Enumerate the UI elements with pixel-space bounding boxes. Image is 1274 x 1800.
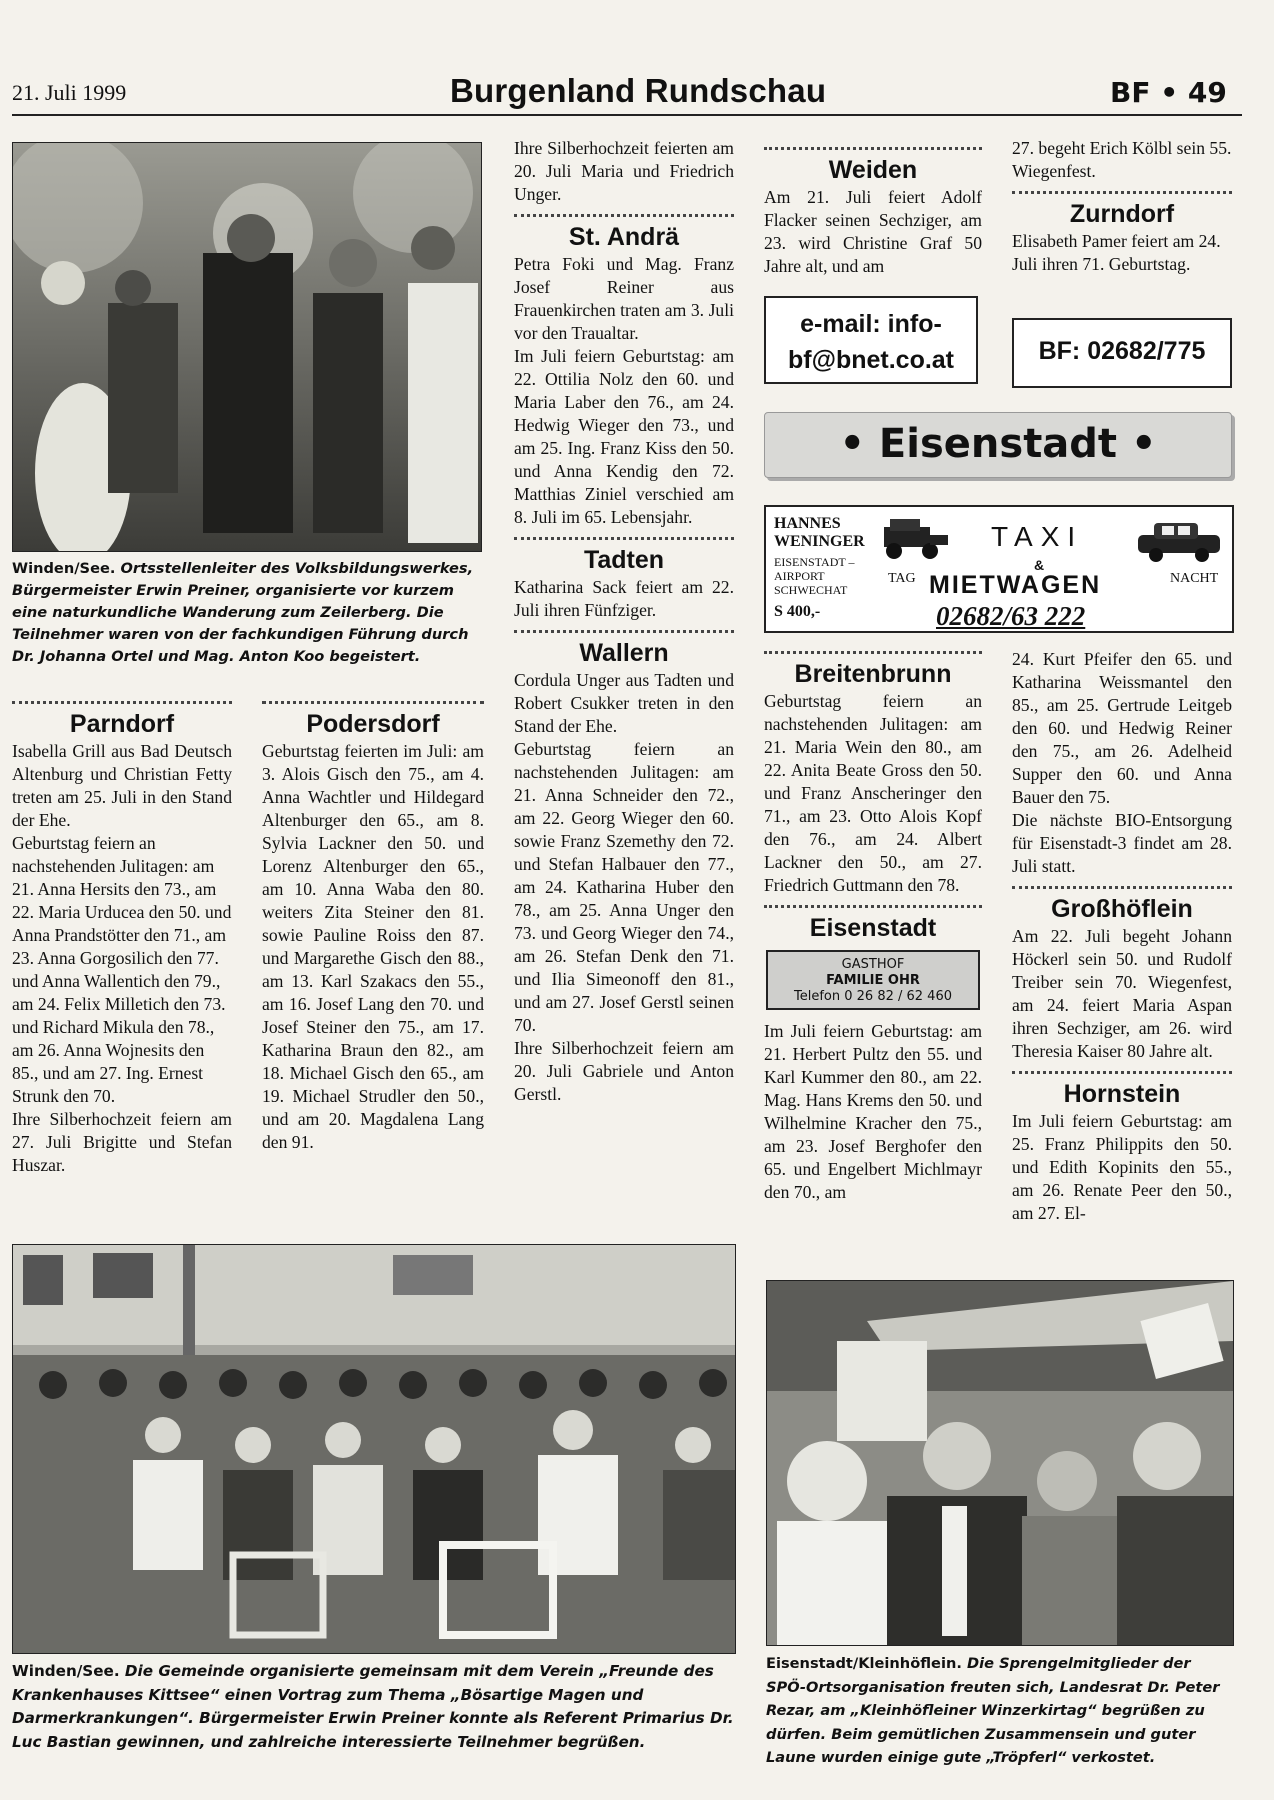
separator [514, 214, 734, 217]
photo-forest-hike [12, 142, 482, 552]
lecture-audience-image [13, 1245, 735, 1653]
grosshoeflein-p1: Am 22. Juli begeht Johann Höckerl sein 50. und Rudolf Treiber sein 70. Wiegenfest, am 24. feiert Maria Aspan ihren Sechziger, am 26. wird Theresia Kaiser 80 Jahre alt. [1012, 926, 1232, 1061]
eisenstadt-p1: Im Juli feiern Geburtstag: am 21. Herbert Pultz den 55. und Karl Kummer den 80., am 22. Mag. Hans Krems den 50. und Wilhelmine Kracher den 75., am 23. Josef Berghofer den 65. und Engelbert Michlmayr den 70., am [764, 1021, 982, 1202]
wallern-p3: Ihre Silberhochzeit feiern am 20. Juli Gabriele und Anton Gerstl. [514, 1038, 734, 1104]
koelbl-wiegenfest: 27. begeht Erich Kölbl sein 55. Wiegenfest. [1012, 138, 1232, 181]
gasthof-ad [766, 950, 980, 1010]
photo3-caption-lead: Eisenstadt/Kleinhöflein. [766, 1655, 962, 1672]
article-podersdorf [262, 693, 484, 1154]
phone-box-text: BF: 02682/775 [1038, 337, 1206, 365]
separator [1012, 886, 1232, 889]
parndorf-p3: Ihre Silberhochzeit feiern am 27. Juli Brigitte und Stefan Huszar. [12, 1109, 232, 1175]
winzerkirtag-image [767, 1281, 1233, 1645]
wallern-p1: Cordula Unger aus Tadten und Robert Csukker treten in den Stand der Ehe. [514, 670, 734, 736]
photo-winzerkirtag [766, 1280, 1234, 1646]
photo1-caption [12, 558, 480, 668]
taxi-ad-taxi: TAXI [991, 521, 1084, 552]
taxi-ad-amp: & [1034, 557, 1045, 573]
separator [764, 147, 982, 150]
phone-box [1012, 318, 1232, 388]
article-weiden [764, 137, 982, 278]
column-3 [514, 137, 734, 1106]
gasthof-ad-line3: Telefon 0 26 82 / 62 460 [794, 989, 952, 1004]
wallern-p2: Geburtstag feiern an nachstehenden Julitagen: am 21. Anna Schneider den 72., am 22. Georg Wieger den 60. sowie Franz Szemethy den 72. und Stefan Halbauer den 77., am 24. Katharina Huber den 78., am 25. Anna Unger den 73. und Georg Wieger den 74., am 26. Stefan Denk den 71. und Ilia Simeonoff den 81., und am 27. Josef Gerstl seinen 70. [514, 739, 734, 1035]
heading-eisenstadt: Eisenstadt [809, 914, 937, 942]
article-parndorf [12, 693, 232, 1177]
podersdorf-p1: Geburtstag feierten im Juli: am 3. Alois Gisch den 75., am 4. Anna Wachtler und Hildegard Altenburger den 65., am 8. Sylvia Lackner den 50. und Lorenz Altenburger den 65., am 10. Anna Waba den 80. weiters Zita Steiner den 81. sowie Pauline Roiss den 87. und Margarethe Gisch den 88., am 13. Karl Szakacs den 55., am 16. Josef Lang den 70. und Josef Steiner den 75., am 17. Katharina Braun den 82., am 18. Michael Gisch den 65., am 19. Michael Strudler den 50., und am 20. Magdalena Lang den 91. [262, 741, 484, 1152]
taxi-ad-name [774, 515, 865, 551]
taxi-car-icon [1134, 515, 1224, 565]
photo3-caption-text: Die Sprengelmitglieder der SPÖ-Ortsorganisation freuten sich, Landesrat Dr. Peter Rezar, am „Kleinhöfleiner Winzerkirtag“ begrüßen zu dürfen. Beim gemütlichen Zusammensein und guter Laune wurden einige gute „Tröpferl“ verkostet. [766, 1655, 1220, 1766]
st-andrae-p1: Petra Foki und Mag. Franz Josef Reiner aus Frauenkirchen traten am 3. Juli vor den Traualtar. [514, 254, 734, 343]
eisenstadt-continued-p2: Die nächste BIO-Entsorgung für Eisenstadt-3 findet am 28. Juli statt. [1012, 810, 1232, 876]
heading-wallern: Wallern [579, 639, 669, 667]
separator [1012, 191, 1232, 194]
taxi-ad-nacht: NACHT [1170, 571, 1219, 586]
separator [12, 701, 232, 704]
email-box [764, 296, 978, 384]
heading-breitenbrunn: Breitenbrunn [794, 660, 952, 688]
heading-tadten: Tadten [583, 546, 665, 574]
taxi-ad-route1: EISENSTADT – [774, 555, 855, 569]
separator [514, 630, 734, 633]
separator [262, 701, 484, 704]
st-andrae-p2: Im Juli feiern Geburtstag: am 22. Ottilia Nolz den 60. und Maria Laber den 76., am 24. Hedwig Wieger den 73., und am 25. Ing. Franz Kiss den 50. und Anna Kendig den 72. Matthias Ziniel verschied am 8. Juli im 65. Lebensjahr. [514, 346, 734, 527]
separator [1012, 1071, 1232, 1074]
issue-date: 21. Juli 1999 [12, 80, 127, 105]
gasthof-ad-line2: FAMILIE OHR [826, 973, 920, 988]
breitenbrunn-p1: Geburtstag feiern an nachstehenden Julitagen: am 21. Maria Wein den 80., am 22. Anita Beate Gross den 50. und Franz Anscheringer den 71., am 23. Otto Alois Kopf den 76., am 24. Albert Lackner den 50., am 27. Friedrich Guttmann den 78. [764, 691, 982, 895]
taxi-ad-name2: WENINGER [774, 533, 865, 550]
parndorf-p2: Geburtstag feiern an nachstehenden Julitagen: am 21. Anna Hersits den 73., am 22. Maria Urducea den 50. und Anna Prandstötter den 71., am 23. Anna Gorgosilich den 77. und Anna Wallentich den 79., am 24. Felix Milletich den 73. und Richard Mikula den 78., am 26. Anna Wojnesits den 85., und am 27. Ing. Ernest Strunk den 70. [12, 833, 232, 1106]
heading-st-andrae: St. Andrä [568, 223, 680, 251]
taxi-ad-phone: 02682/63 222 [936, 601, 1086, 631]
photo1-caption-text: Ortsstellenleiter des Volksbildungswerkes, Bürgermeister Erwin Preiner, organisierte vor kurzem eine naturkundliche Wanderung zum Zeilerberg. Die Teilnehmer waren von der fachkundigen Führung durch Dr. Johanna Ortel und Mag. Anton Koo begeistert. [12, 560, 474, 665]
photo2-caption [12, 1660, 734, 1754]
column-5-top [1012, 137, 1232, 276]
gasthof-ad-line1: GASTHOF [841, 957, 905, 972]
tadten-p1: Katharina Sack feiert am 22. Juli ihren Fünfziger. [514, 577, 734, 620]
heading-weiden: Weiden [828, 156, 918, 184]
heading-podersdorf: Podersdorf [306, 710, 440, 738]
silberhochzeit-unger: Ihre Silberhochzeit feierten am 20. Juli Maria und Friedrich Unger. [514, 138, 734, 204]
taxi-ad-mietwagen: MIETWAGEN [929, 571, 1102, 599]
taxi-ad-route2: AIRPORT [774, 569, 825, 583]
zurndorf-p1: Elisabeth Pamer feiert am 24. Juli ihren 71. Geburtstag. [1012, 231, 1221, 274]
taxi-ad-route [774, 555, 854, 597]
photo2-caption-lead: Winden/See. [12, 1662, 120, 1680]
taxi-ad-price: S 400,- [774, 603, 821, 620]
eisenstadt-continued-p1: 24. Kurt Pfeifer den 65. und Katharina Weissmantel den 85., am 25. Gertrude Leitgeb den 60. und Hedwig Reiner den 75., am 26. Adelheid Supper den 60. und Anna Bauer den 75. [1012, 649, 1232, 807]
parndorf-p1: Isabella Grill aus Bad Deutsch Altenburg und Christian Fetty treten am 25. Juli in den Stand der Ehe. [12, 741, 232, 830]
taxi-ad [764, 505, 1234, 633]
heading-parndorf: Parndorf [69, 710, 175, 738]
heading-grosshoeflein: Großhöflein [1051, 895, 1193, 923]
page-number: BF • 49 [1110, 76, 1227, 109]
taxi-ad-tag: TAG [888, 571, 916, 586]
column-4-lower [764, 643, 982, 1204]
taxi-ad-name1: HANNES [774, 515, 841, 532]
header-rule [12, 114, 1242, 116]
photo1-caption-lead: Winden/See. [12, 560, 116, 577]
newspaper-title: Burgenland Rundschau [450, 72, 827, 109]
eisenstadt-banner [764, 412, 1232, 478]
heading-hornstein: Hornstein [1063, 1080, 1181, 1108]
vintage-car-icon [874, 515, 954, 563]
taxi-ad-route3: SCHWECHAT [774, 583, 848, 597]
separator [764, 651, 982, 654]
hornstein-p1: Im Juli feiern Geburtstag: am 25. Franz Philippits den 50. und Edith Kopinits den 55., am 26. Renate Peer den 50., am 27. El- [1012, 1111, 1232, 1223]
photo3-caption [766, 1652, 1232, 1770]
separator [514, 537, 734, 540]
forest-hike-image [13, 143, 481, 551]
email-line1: e-mail: info- [800, 310, 942, 338]
photo2-caption-text: Die Gemeinde organisierte gemeinsam mit dem Verein „Freunde des Krankenhauses Kittsee“ einen Vortrag zum Thema „Bösartige Magen und Darmerkrankungen“. Bürgermeister Erwin Preiner konnte als Referent Primarius Dr. Luc Bastian gewinnen, und zahlreiche interessierte Teilnehmer begrüßen. [12, 1662, 734, 1751]
heading-zurndorf: Zurndorf [1069, 200, 1175, 228]
eisenstadt-banner-text: • Eisenstadt • [839, 421, 1157, 467]
photo-lecture-audience [12, 1244, 736, 1654]
email-line2: bf@bnet.co.at [787, 346, 955, 374]
column-5-lower [1012, 648, 1232, 1225]
separator [764, 905, 982, 908]
weiden-p1: Am 21. Juli feiert Adolf Flacker seinen Sechziger, am 23. wird Christine Graf 50 Jahre alt, und am [764, 187, 982, 276]
